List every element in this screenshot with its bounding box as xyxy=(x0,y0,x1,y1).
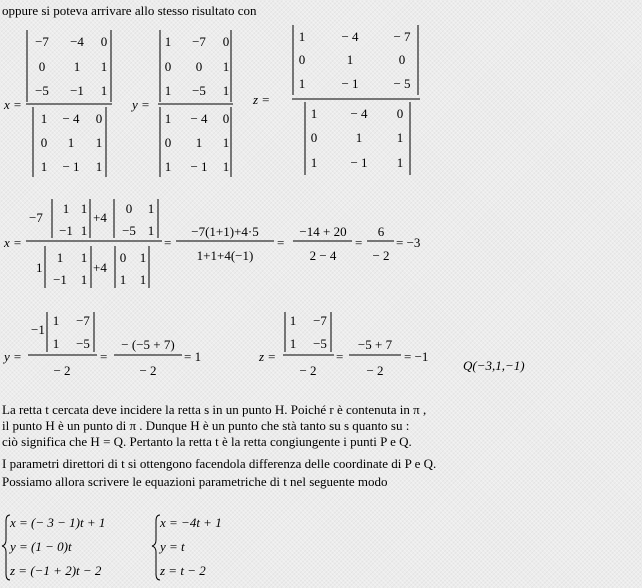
system2-eq3: z = t − 2 xyxy=(160,563,206,578)
y-f-num: − (−5 + 7) xyxy=(121,337,175,352)
y-num-cell: −7 xyxy=(192,34,206,49)
y-expand-m-cell: 1 xyxy=(52,336,60,351)
x-den-cell: 1 xyxy=(95,159,103,174)
x-num-cell: 0 xyxy=(100,34,108,49)
point-q: Q(−3,1,−1) xyxy=(463,358,525,373)
f2-den: 2 − 4 xyxy=(309,248,337,263)
z-num-cell: − 1 xyxy=(341,76,359,91)
num-coef2: +4 xyxy=(93,210,107,225)
y-num-cell: 0 xyxy=(164,59,172,74)
z-expand-lhs: z = xyxy=(259,349,277,364)
paragraph-line-3: ciò significa che H = Q. Pertanto la retta t è la retta congiungente i punti P e Q. xyxy=(2,434,412,449)
z-f-num: −5 + 7 xyxy=(357,337,393,352)
cramer-z-fraction xyxy=(252,25,420,175)
x-den-cell: 1 xyxy=(40,111,48,126)
x-label: x = xyxy=(4,97,22,112)
system1-eq1: x = (− 3 − 1)t + 1 xyxy=(10,515,106,530)
x-expand-den-m1-cell: −1 xyxy=(53,272,67,287)
y-result: = 1 xyxy=(184,349,202,364)
x-den-cell: − 1 xyxy=(62,159,80,174)
y-expansion xyxy=(2,312,201,378)
den-coef2: +4 xyxy=(93,260,107,275)
y-den-cell: 1 xyxy=(222,135,230,150)
f1-num: −7(1+1)+4·5 xyxy=(191,224,259,239)
paragraph-line-2: il punto H è un punto di π . Dunque H è un punto che stà tanto su s quanto su : xyxy=(2,418,410,433)
svg-text:=: = xyxy=(277,235,285,250)
f1-den: 1+1+4(−1) xyxy=(196,248,254,263)
x-expand-num-m2-cell: 1 xyxy=(147,201,155,216)
z-expand-m-cell: −7 xyxy=(313,313,327,328)
y-den-cell: 1 xyxy=(195,135,203,150)
f3-den: − 2 xyxy=(372,248,390,263)
x-expand-den-m1-cell: 1 xyxy=(80,250,88,265)
z-expand-m-cell: 1 xyxy=(289,313,297,328)
svg-text:=: = xyxy=(164,235,172,250)
x-expand-num-m1-cell: 1 xyxy=(62,201,70,216)
z-num-cell: 0 xyxy=(298,52,306,67)
svg-text:=: = xyxy=(355,235,363,250)
z-den-cell: 1 xyxy=(310,155,318,170)
y-den-cell: − 1 xyxy=(190,159,208,174)
y-expand-m-cell: −7 xyxy=(76,313,90,328)
x-expand-den-m2-cell: 1 xyxy=(139,272,147,287)
system1-brace xyxy=(2,515,10,580)
x-result: = −3 xyxy=(396,235,421,250)
x-expand-lhs: x = xyxy=(4,235,22,250)
y-num-cell: −5 xyxy=(192,83,206,98)
system2-eq2: y = t xyxy=(160,539,185,554)
y-num-cell: 1 xyxy=(164,34,172,49)
z-num-cell: 0 xyxy=(398,52,406,67)
x-num-cell: 1 xyxy=(100,59,108,74)
z-expand-m-cell: 1 xyxy=(289,336,297,351)
y-expand-lhs: y = xyxy=(4,349,22,364)
z-expansion xyxy=(258,312,428,378)
cramer-x-fraction xyxy=(3,30,112,177)
x-den-cell: 0 xyxy=(40,135,48,150)
z-den-cell: 0 xyxy=(396,106,404,121)
x-num-cell: −5 xyxy=(35,83,49,98)
y-num-cell: 0 xyxy=(222,34,230,49)
x-expand-den-m2-cell: 0 xyxy=(119,250,127,265)
y-expand-m-cell: 1 xyxy=(52,313,60,328)
z-num-cell: − 5 xyxy=(393,76,411,91)
x-expand-den-m2-cell: 1 xyxy=(119,272,127,287)
x-den-cell: 1 xyxy=(40,159,48,174)
intro-text: oppure si poteva arrivare allo stesso risultato con xyxy=(2,3,257,18)
z-den-cell: 1 xyxy=(396,130,404,145)
den-coef1: 1 xyxy=(36,260,43,275)
x-den-cell: 1 xyxy=(95,135,103,150)
x-expand-num-m2-cell: 1 xyxy=(147,223,155,238)
system1-eq2: y = (1 − 0)t xyxy=(10,539,72,554)
x-num-cell: 1 xyxy=(73,59,81,74)
z-num-cell: 1 xyxy=(298,76,306,91)
system2-brace xyxy=(152,515,160,580)
z-num-cell: − 7 xyxy=(393,29,411,44)
z-result: = −1 xyxy=(404,349,429,364)
parametric-system-2 xyxy=(152,515,222,580)
z-den: − 2 xyxy=(299,363,317,378)
z-den-cell: 0 xyxy=(310,130,318,145)
paragraph-line-1: La retta t cercata deve incidere la retta s in un punto H. Poiché r è contenuta in π , xyxy=(2,402,427,417)
z-label: z = xyxy=(253,92,271,107)
z-den-cell: − 1 xyxy=(350,155,368,170)
y-expand-m-cell: −5 xyxy=(76,336,90,351)
svg-text:=: = xyxy=(100,349,108,364)
y-num-cell: 1 xyxy=(222,59,230,74)
x-expand-den-m1-cell: 1 xyxy=(80,272,88,287)
z-f-den: − 2 xyxy=(366,363,384,378)
x-expand-den-m1-cell: 1 xyxy=(56,250,64,265)
z-num-cell: − 4 xyxy=(341,29,359,44)
z-den-cell: 1 xyxy=(396,155,404,170)
paragraph-line-5: Possiamo allora scrivere le equazioni parametriche di t nel seguente modo xyxy=(2,474,388,489)
y-den-cell: − 4 xyxy=(190,111,208,126)
paragraph-line-4: I parametri direttori di t si ottengono facendola differenza delle coordinate di P e Q. xyxy=(2,456,437,471)
svg-text:=: = xyxy=(336,349,344,364)
x-num-cell: 1 xyxy=(100,83,108,98)
y-den-cell: 1 xyxy=(222,159,230,174)
x-den-cell: − 4 xyxy=(62,111,80,126)
y-den-cell: 0 xyxy=(222,111,230,126)
z-den-cell: − 4 xyxy=(350,106,368,121)
y-den-cell: 0 xyxy=(164,135,172,150)
num-coef1: −7 xyxy=(29,210,43,225)
y-den: − 2 xyxy=(53,363,71,378)
x-den-cell: 0 xyxy=(95,111,103,126)
system2-eq1: x = −4t + 1 xyxy=(160,515,222,530)
system1-eq3: z = (−1 + 2)t − 2 xyxy=(10,563,102,578)
z-den-cell: 1 xyxy=(355,130,363,145)
z-num-cell: 1 xyxy=(298,29,306,44)
cramer-y-fraction xyxy=(130,30,233,177)
y-num-cell: 1 xyxy=(222,83,230,98)
x-num-cell: 0 xyxy=(38,59,46,74)
y-den-cell: 1 xyxy=(164,159,172,174)
f3-num: 6 xyxy=(377,224,385,239)
z-num-cell: 1 xyxy=(346,52,354,67)
y-f-den: − 2 xyxy=(139,363,157,378)
f2-num: −14 + 20 xyxy=(299,224,347,239)
parametric-system-1 xyxy=(2,515,105,580)
x-expand-den-m2-cell: 1 xyxy=(139,250,147,265)
x-expand-num-m1-cell: 1 xyxy=(80,223,88,238)
x-expansion xyxy=(3,199,420,288)
x-expand-num-m2-cell: 0 xyxy=(125,201,133,216)
x-num-cell: −1 xyxy=(70,83,84,98)
x-expand-num-m2-cell: −5 xyxy=(122,223,136,238)
x-expand-num-m1-cell: 1 xyxy=(80,201,88,216)
x-den-cell: 1 xyxy=(67,135,75,150)
x-num-cell: −7 xyxy=(35,34,49,49)
y-label: y = xyxy=(132,97,150,112)
x-num-cell: −4 xyxy=(70,34,84,49)
y-coef: −1 xyxy=(31,322,45,337)
y-den-cell: 1 xyxy=(164,111,172,126)
z-expand-m-cell: −5 xyxy=(313,336,327,351)
z-den-cell: 1 xyxy=(310,106,318,121)
y-num-cell: 1 xyxy=(164,83,172,98)
x-expand-num-m1-cell: −1 xyxy=(59,223,73,238)
y-num-cell: 0 xyxy=(195,59,203,74)
